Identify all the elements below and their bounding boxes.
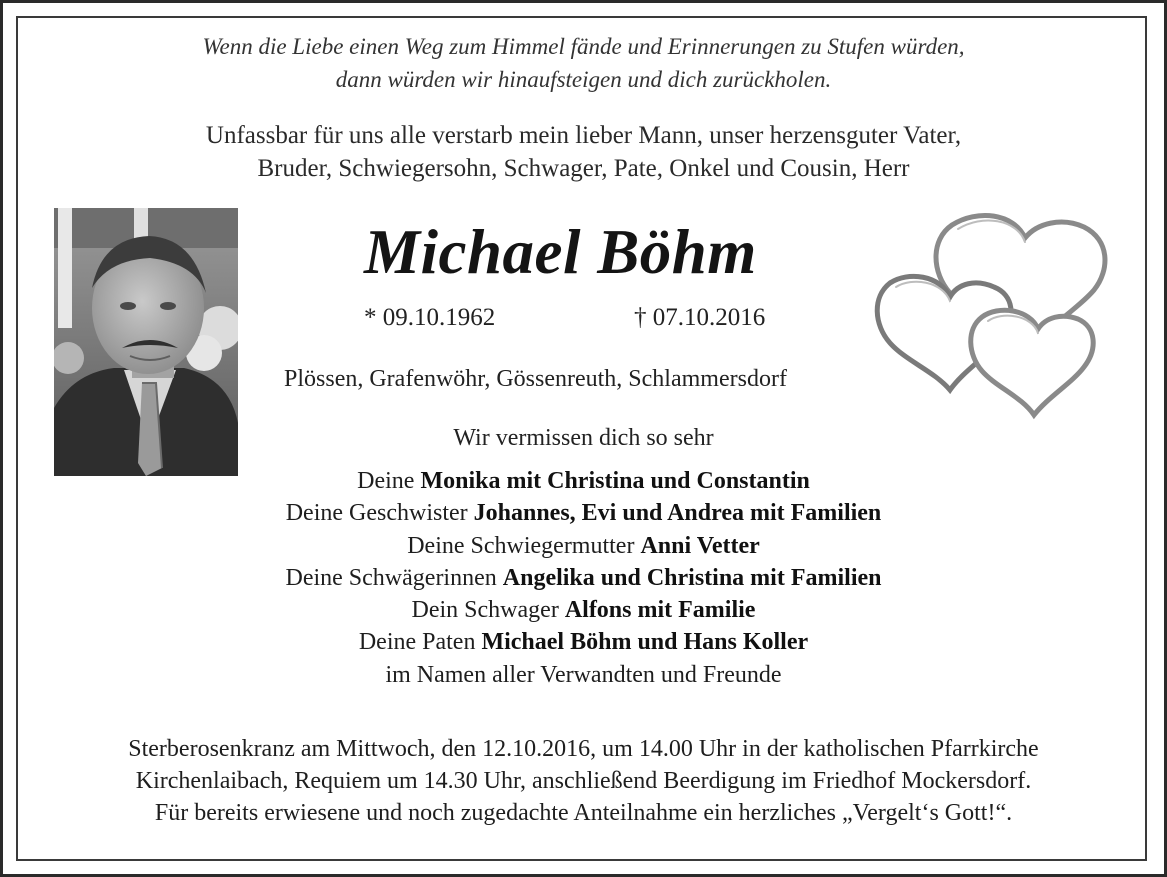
hearts-ornament	[872, 205, 1112, 420]
family-line-prefix: Deine	[357, 468, 421, 494]
intro-block	[0, 119, 1167, 185]
family-list	[0, 465, 1167, 691]
family-line	[0, 626, 1167, 658]
family-line-names: Michael Böhm und Hans Koller	[481, 629, 809, 656]
family-line-prefix: Deine Schwägerinnen	[285, 564, 503, 591]
family-line-names: Johannes, Evi und Andrea mit Familien	[473, 500, 882, 527]
quote-block	[0, 30, 1167, 96]
family-line-prefix: im Namen aller Verwandten und Freunde	[385, 661, 782, 688]
footer-line-1: Sterberosenkranz am Mittwoch, den 12.10.2016, um 14.00 Uhr in der katholischen Pfarrkirche	[128, 736, 1039, 762]
death-date: † 07.10.2016	[634, 304, 766, 331]
family-line	[0, 465, 1167, 497]
places-list: Plössen, Grafenwöhr, Gössenreuth, Schlammersdorf	[284, 366, 787, 392]
intro-line-1: Unfassbar für uns alle verstarb mein lieber Mann, unser herzensguter Vater,	[205, 122, 962, 149]
heart-icon	[971, 310, 1093, 415]
miss-text: Wir vermissen dich so sehr	[453, 425, 714, 451]
family-line-names: Angelika und Christina mit Familien	[502, 564, 882, 591]
funeral-details	[0, 733, 1167, 829]
deceased-name: Michael Böhm	[364, 217, 757, 287]
family-line-names: Alfons mit Familie	[564, 597, 756, 624]
quote-line-1: Wenn die Liebe einen Weg zum Himmel fände und Erinnerungen zu Stufen würden,	[202, 34, 965, 59]
birth-date: * 09.10.1962	[364, 304, 496, 331]
family-line	[0, 659, 1167, 691]
family-line	[0, 594, 1167, 626]
footer-line-3: Für bereits erwiesene und noch zugedachte Anteilnahme ein herzliches „Vergelt‘s Gott!“.	[154, 800, 1013, 826]
family-line	[0, 530, 1167, 562]
quote-line-2: dann würden wir hinaufsteigen und dich zurückholen.	[335, 67, 832, 92]
family-line	[0, 497, 1167, 529]
family-line-names: Monika mit Christina und Constantin	[420, 468, 810, 494]
family-line	[0, 562, 1167, 594]
family-line-prefix: Deine Paten	[358, 629, 482, 656]
family-line-prefix: Dein Schwager	[411, 597, 565, 624]
family-line-names: Anni Vetter	[640, 532, 760, 559]
intro-line-2: Bruder, Schwiegersohn, Schwager, Pate, Onkel und Cousin, Herr	[257, 155, 910, 182]
footer-line-2: Kirchenlaibach, Requiem um 14.30 Uhr, anschließend Beerdigung im Friedhof Mockersdorf.	[135, 768, 1032, 794]
family-line-prefix: Deine Geschwister	[285, 500, 474, 527]
family-line-prefix: Deine Schwiegermutter	[407, 532, 641, 559]
